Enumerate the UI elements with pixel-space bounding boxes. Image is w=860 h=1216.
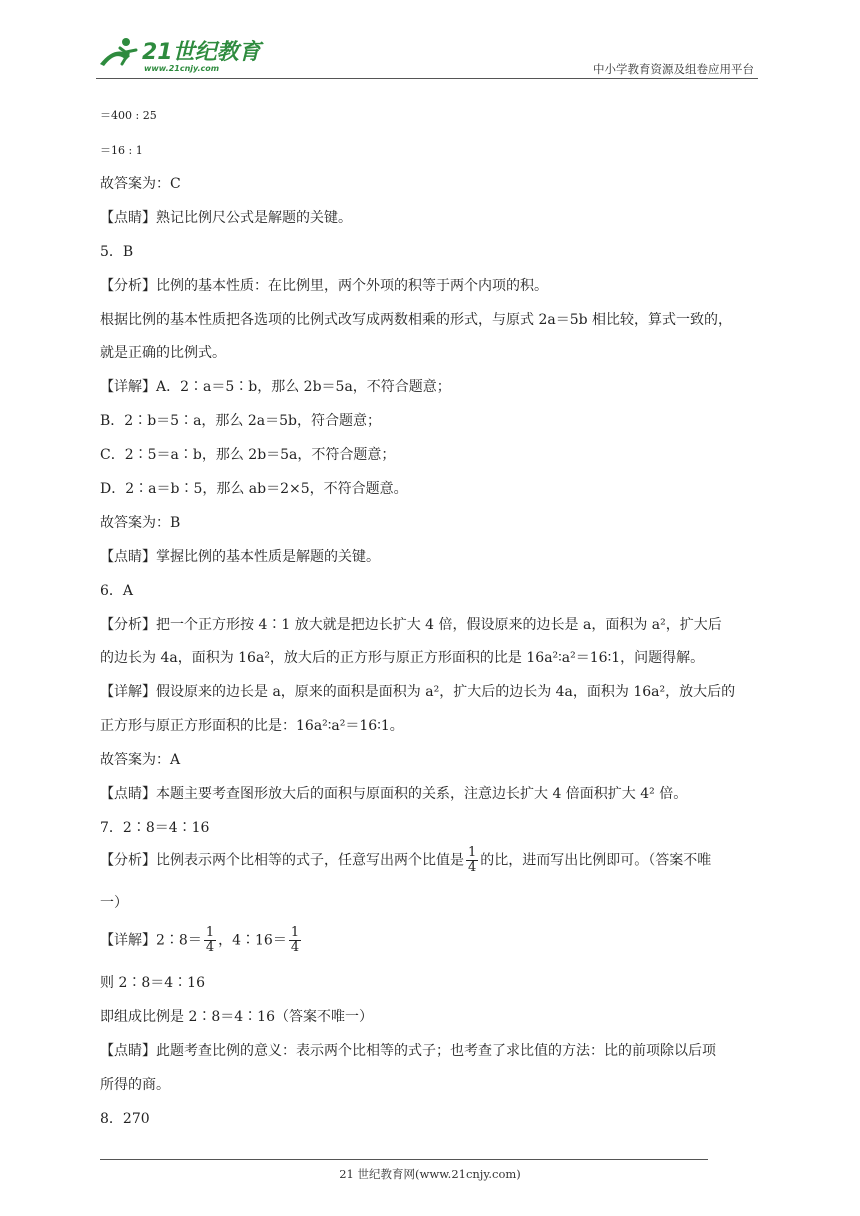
text-line: 故答案为：C [100,176,181,192]
text-line: 则 2∶8＝4∶16 [100,975,205,991]
text-line: 故答案为：A [100,752,181,768]
fraction-denominator: 4 [468,860,477,875]
question-number: 8．270 [100,1111,150,1127]
question-number: 5．B [100,244,134,260]
text-line: 【分析】把一个正方形按 4∶1 放大就是把边长扩大 4 倍，假设原来的边长是 a，面积为 a²，扩大后 [100,617,722,633]
text-line: 【点睛】掌握比例的基本性质是解题的关键。 [100,549,380,565]
text-line: D．2∶a＝b∶5，那么 ab＝2×5，不符合题意。 [100,481,408,497]
text-line: ＝16 : 1 [100,144,143,157]
text-line: C．2∶5＝a∶b，那么 2b＝5a，不符合题意； [100,447,396,463]
text-segment: 的比，进而写出比例即可。（答案不唯 [480,852,712,869]
fraction-denominator: 4 [205,940,215,955]
text-line: 【点睛】熟记比例尺公式是解题的关键。 [100,210,352,226]
fraction [289,926,301,955]
question-number: 7．2∶8＝4∶16 [100,820,210,836]
fraction-denominator: 4 [290,940,300,955]
text-line: 正方形与原正方形面积的比是：16a²∶a²＝16∶1。 [100,718,404,734]
fraction-numerator: 1 [468,845,477,860]
text-segment: ，4∶16＝ [218,932,287,949]
text-line: 即组成比例是 2∶8＝4∶16（答案不唯一） [100,1009,373,1025]
text-line: 一） [100,895,128,911]
svg-text:21世纪教育: 21世纪教育 [142,40,261,65]
analysis-line [100,846,711,875]
fraction-numerator: 1 [205,925,215,940]
text-line: 的边长为 4a，面积为 16a²，放大后的正方形与原正方形面积的比是 16a²∶a²＝16∶1，问题得解。 [100,650,705,666]
svg-text:www.21cnjy.com: www.21cnjy.com [144,64,220,73]
text-segment: 【分析】比例表示两个比相等的式子，任意写出两个比值是 [100,852,464,869]
question-number: 6．A [100,583,134,599]
text-line: 根据比例的基本性质把各选项的比例式改写成两数相乘的形式，与原式 2a＝5b 相比较，算式一致的， [100,312,733,328]
page-footer: 21 世纪教育网(www.21cnjy.com) [339,1167,521,1181]
text-line: 所得的商。 [100,1077,170,1093]
text-line: 【点睛】此题考查比例的意义：表示两个比相等的式子；也考查了求比值的方法：比的前项除以后项 [100,1043,716,1059]
text-line: 【详解】A．2∶a＝5∶b，那么 2b＝5a，不符合题意； [100,379,451,395]
text-line: 就是正确的比例式。 [100,345,226,361]
platform-name: 中小学教育资源及组卷应用平台 [593,62,754,76]
text-line: 【分析】比例的基本性质：在比例里，两个外项的积等于两个内项的积。 [100,278,548,294]
text-line: B．2∶b＝5∶a，那么 2a＝5b，符合题意； [100,413,381,429]
fraction-numerator: 1 [290,925,300,940]
text-segment: 【详解】2∶8＝ [100,932,202,949]
fraction [466,846,478,875]
logo-icon [96,34,266,74]
text-line: 故答案为：B [100,515,181,531]
detail-line [100,926,303,955]
page-header [96,30,758,80]
text-line: ＝400 : 25 [100,109,157,122]
header-rule [96,78,758,79]
footer-rule [100,1159,708,1160]
text-line: 【点睛】本题主要考查图形放大后的面积与原面积的关系，注意边长扩大 4 倍面积扩大 4² 倍。 [100,786,688,802]
text-line: 【详解】假设原来的边长是 a，原来的面积是面积为 a²，扩大后的边长为 4a，面积为 16a²，放大后的 [100,684,736,700]
fraction [204,926,216,955]
